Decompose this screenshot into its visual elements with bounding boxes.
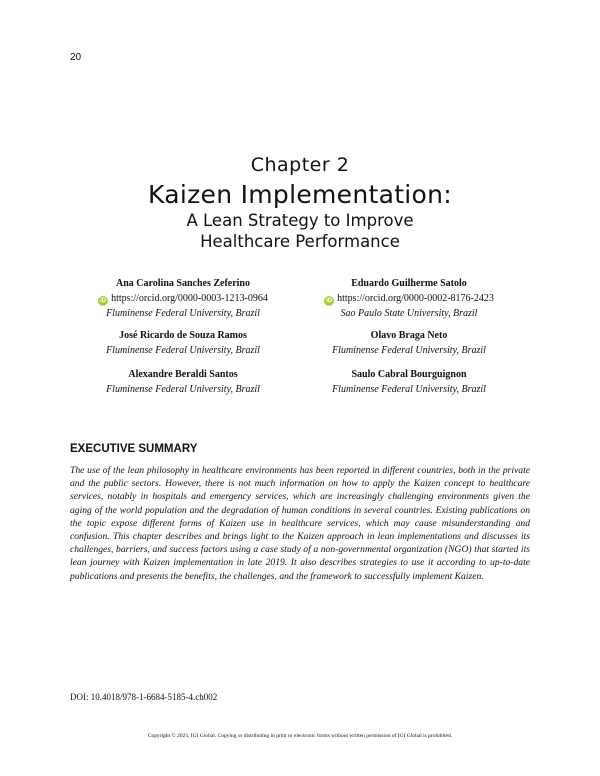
author-name: Eduardo Guilherme Satolo: [351, 278, 467, 289]
executive-summary-text: The use of the lean philosophy in healthcare environments has been reported in different countries, both in the private and the public sectors. However, there is not much information on how to apply the Kaizen concept to healthcare services, notably in hospitals and emergency services, which are increasingly challenging environments given the aging of the world population and the degradation of human conditions in several countries. Existing publications on the topic expose different forms of Kaizen use in healthcare services, which may cause misunderstanding and confusion. This chapter describes and brings light to the Kaizen approach in lean implementations and discusses its challenges, barriers, and success factors using a case study of a non-governmental organization (NGO) that started its lean journey with Kaizen implementation in late 2019. It also describes strategies to use it according to up-to-date publications and presents the benefits, the challenges, and the framework to successfully implement Kaizen.: [70, 465, 530, 582]
author-orcid: [279, 291, 539, 306]
copyright-notice: Copyright © 2023, IGI Global. Copying or distributing in print or electronic forms without written permission of IGI Global is prohibited.: [147, 733, 453, 739]
author-block: [53, 328, 313, 358]
author-block: [53, 367, 313, 397]
author-affiliation: Fluminense Federal University, Brazil: [332, 384, 486, 395]
author-affiliation: Fluminense Federal University, Brazil: [106, 384, 260, 395]
chapter-subtitle: [0, 210, 600, 252]
author-block: [279, 367, 539, 397]
chapter-subtitle-line-2: Healthcare Performance: [200, 232, 400, 251]
author-affiliation: Fluminense Federal University, Brazil: [106, 308, 260, 319]
page-number: 20: [70, 52, 82, 63]
orcid-icon: iD: [100, 298, 107, 304]
author-block: [53, 276, 313, 321]
orcid-link[interactable]: https://orcid.org/0000-0003-1213-0964: [111, 293, 268, 304]
author-orcid: [53, 291, 313, 306]
doi: DOI: 10.4018/978-1-6684-5185-4.ch002: [70, 692, 218, 702]
author-name: Saulo Cabral Bourguignon: [351, 369, 467, 380]
chapter-label: Chapter 2: [250, 154, 350, 176]
executive-summary-heading: EXECUTIVE SUMMARY: [70, 443, 198, 455]
author-name: Olavo Braga Neto: [370, 330, 448, 341]
author-block: [279, 276, 539, 321]
chapter-title: Kaizen Implementation:: [147, 180, 453, 209]
author-name: José Ricardo de Souza Ramos: [119, 330, 247, 341]
author-name: Alexandre Beraldi Santos: [128, 369, 238, 380]
author-block: [279, 328, 539, 358]
author-affiliation: Fluminense Federal University, Brazil: [332, 345, 486, 356]
author-name: Ana Carolina Sanches Zeferino: [116, 278, 250, 289]
author-affiliation: Sao Paulo State University, Brazil: [340, 308, 478, 319]
orcid-link[interactable]: https://orcid.org/0000-0002-8176-2423: [337, 293, 494, 304]
chapter-subtitle-line-1: A Lean Strategy to Improve: [186, 211, 414, 230]
author-affiliation: Fluminense Federal University, Brazil: [106, 345, 260, 356]
orcid-icon: iD: [326, 298, 333, 304]
